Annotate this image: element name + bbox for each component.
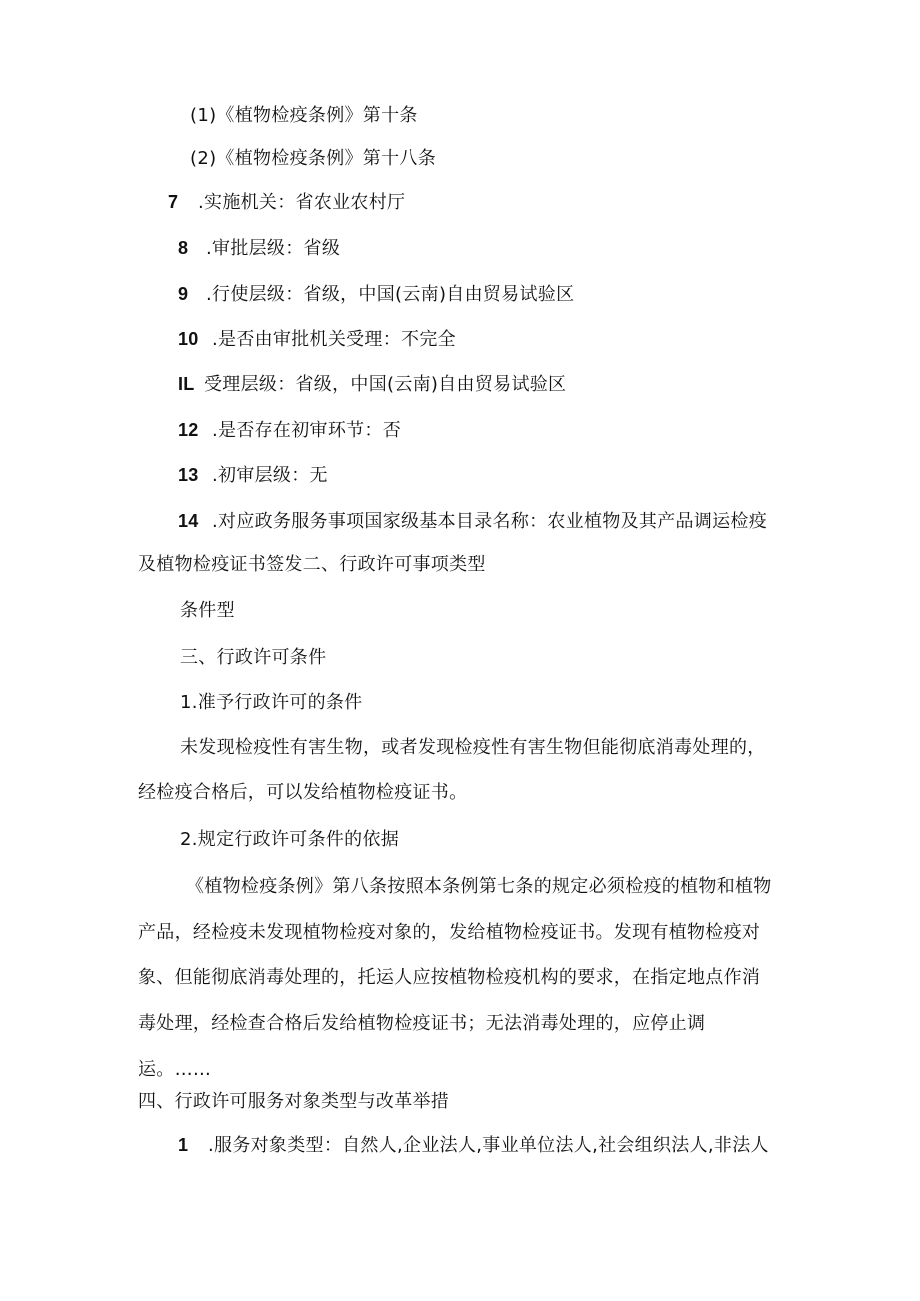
field-text: .对应政务服务事项国家级基本目录名称：农业植物及其产品调运检疫 <box>212 511 768 532</box>
field-preliminary-review-level <box>178 463 328 488</box>
field-number: 13 <box>178 465 199 485</box>
field-number: 1 <box>178 1135 189 1155</box>
field-approval-level <box>178 236 340 261</box>
field-number: 7 <box>168 192 179 212</box>
field-number: 10 <box>178 329 199 349</box>
field-number: 8 <box>178 238 189 258</box>
field-preliminary-review <box>178 418 401 443</box>
field-number: IL <box>178 374 195 394</box>
permit-type-value: 条件型 <box>180 600 235 621</box>
field-text: .初审层级：无 <box>212 465 328 486</box>
section-heading-service-objects: 四、行政许可服务对象类型与改革举措 <box>138 1091 450 1112</box>
field-national-catalog-name <box>178 509 767 534</box>
basis-item-2: (2)《植物检疫条例》第十八条 <box>190 148 436 169</box>
field-text: 受理层级：省级，中国(云南)自由贸易试验区 <box>204 374 567 395</box>
section-heading-conditions: 三、行政许可条件 <box>180 647 327 668</box>
field-text: .实施机关：省农业农村厅 <box>198 192 406 213</box>
field-number: 14 <box>178 511 199 531</box>
field-number: 12 <box>178 420 199 440</box>
field-text: .服务对象类型：自然人,企业法人,事业单位法人,社会组织法人,非法人 <box>208 1135 769 1156</box>
subsection-title-conditions-basis: 2.规定行政许可条件的依据 <box>180 829 400 850</box>
paragraph-line: 象、但能彻底消毒处理的，托运人应按植物检疫机构的要求，在指定地点作消 <box>138 967 761 988</box>
field-acceptance-level <box>178 372 566 397</box>
field-text: .行使层级：省级，中国(云南)自由贸易试验区 <box>206 284 575 305</box>
field-text: .审批层级：省级 <box>206 238 341 259</box>
field-text: .是否存在初审环节：否 <box>212 420 402 441</box>
field-accepted-by-approval-authority <box>178 327 456 352</box>
field-number: 9 <box>178 284 189 304</box>
paragraph-line: 运。…… <box>138 1059 212 1080</box>
field-national-catalog-name-continued: 及植物检疫证书签发二、行政许可事项类型 <box>138 554 486 575</box>
subsection-title-grant-conditions: 1.准予行政许可的条件 <box>180 692 363 713</box>
paragraph-line: 未发现检疫性有害生物，或者发现检疫性有害生物但能彻底消毒处理的， <box>180 737 766 758</box>
basis-item-1: (1)《植物检疫条例》第十条 <box>190 105 418 126</box>
paragraph-line: 经检疫合格后，可以发给植物检疫证书。 <box>138 782 468 803</box>
paragraph-line: 毒处理，经检查合格后发给植物检疫证书；无法消毒处理的，应停止调 <box>138 1013 706 1034</box>
paragraph-line: 《植物检疫条例》第八条按照本条例第七条的规定必须检疫的植物和植物 <box>186 876 772 897</box>
paragraph-line: 产品，经检疫未发现植物检疫对象的，发给植物检疫证书。发现有植物检疫对 <box>138 922 761 943</box>
field-text: .是否由审批机关受理：不完全 <box>212 329 456 350</box>
field-implementing-agency <box>168 190 405 215</box>
field-exercise-level <box>178 282 574 307</box>
service-object-types <box>178 1133 769 1158</box>
